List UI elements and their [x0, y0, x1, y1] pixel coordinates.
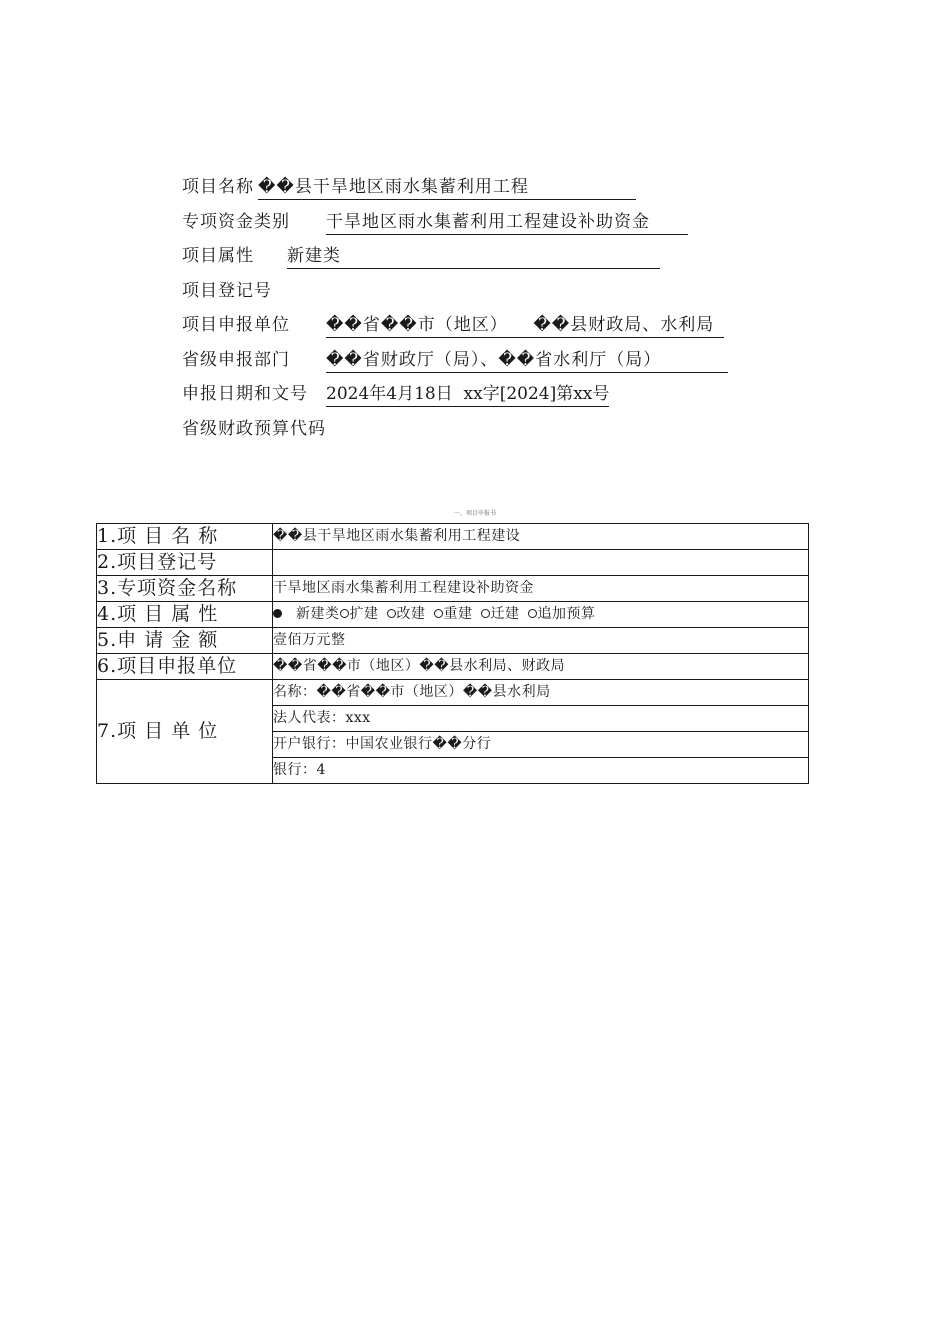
project-info-block [182, 170, 782, 446]
empty-circle-icon [340, 609, 349, 618]
row-value-applicant: ��省��市（地区）��县水利局、财政局 [273, 654, 809, 680]
row-label-attribute: 4.项 目 属 性 [97, 602, 273, 628]
row-value-registration [273, 550, 809, 576]
date-doc-label: 申报日期和文号 [182, 384, 308, 404]
option-additional-budget: 追加预算 [537, 606, 596, 622]
row-label-applicant: 6.项目申报单位 [97, 654, 273, 680]
project-name-label: 项目名称 [182, 177, 254, 197]
option-new: 新建类 [296, 606, 340, 622]
option-reconstruct: 重建 [443, 606, 473, 622]
row-value-project-name: ��县干旱地区雨水集蓄利用工程建设 [273, 524, 809, 550]
provincial-dept-label: 省级申报部门 [182, 349, 290, 370]
info-row-provincial-dept [182, 343, 782, 378]
row-label-fund-name: 3.专项资金名称 [97, 576, 273, 602]
attribute-label: 项目属性 [182, 246, 254, 266]
empty-circle-icon [434, 609, 443, 618]
provincial-dept-value: ��省财政厅（局）、��省水利厅（局） [326, 348, 728, 373]
row-label-amount: 5.申 请 金 额 [97, 628, 273, 654]
info-row-fund-type [182, 205, 782, 240]
row-value-legal-rep: 法人代表：xxx [273, 706, 809, 732]
row-label-project-name: 1.项 目 名 称 [97, 524, 273, 550]
applicant-value: ��省��市（地区） ��县财政局、水利局 [326, 313, 724, 338]
info-row-budget-code [182, 412, 782, 447]
info-row-applicant [182, 308, 782, 343]
row-label-registration: 2.项目登记号 [97, 550, 273, 576]
applicant-label: 项目申报单位 [182, 315, 290, 335]
row-value-attribute-options [273, 602, 809, 628]
option-rebuild: 改建 [396, 606, 426, 622]
empty-circle-icon [528, 609, 537, 618]
date-doc-value: 2024年4月18日 xx字[2024]第xx号 [326, 382, 609, 407]
info-row-date-doc [182, 377, 782, 412]
table-row [97, 628, 809, 654]
project-name-value: ��县干旱地区雨水集蓄利用工程 [258, 175, 636, 200]
row-value-unit-name: 名称：��省��市（地区）��县水利局 [273, 680, 809, 706]
section-caption: 一、项目申报书 [453, 510, 496, 517]
info-row-attribute [182, 239, 782, 274]
table-row [97, 654, 809, 680]
fund-type-label: 专项资金类别 [182, 211, 290, 232]
table-row [97, 680, 809, 706]
row-label-unit: 7.项 目 单 位 [97, 680, 273, 784]
row-value-amount: 壹佰万元整 [273, 628, 809, 654]
table-row [97, 602, 809, 628]
row-value-fund-name: 干旱地区雨水集蓄利用工程建设补助资金 [273, 576, 809, 602]
attribute-value: 新建类 [287, 244, 660, 269]
application-form-table [96, 523, 809, 784]
empty-circle-icon [387, 609, 396, 618]
option-relocate: 迁建 [490, 606, 520, 622]
registration-label: 项目登记号 [182, 280, 272, 301]
row-value-account: 银行：4 [273, 758, 809, 784]
filled-circle-icon [273, 609, 282, 618]
row-value-bank: 开户银行：中国农业银行��分行 [273, 732, 809, 758]
empty-circle-icon [481, 609, 490, 618]
info-row-project-name [182, 170, 782, 205]
fund-type-value: 干旱地区雨水集蓄利用工程建设补助资金 [326, 210, 688, 235]
budget-code-label: 省级财政预算代码 [182, 418, 326, 439]
info-row-registration [182, 274, 782, 309]
option-expand: 扩建 [349, 606, 379, 622]
table-row [97, 524, 809, 550]
table-row [97, 550, 809, 576]
table-row [97, 576, 809, 602]
